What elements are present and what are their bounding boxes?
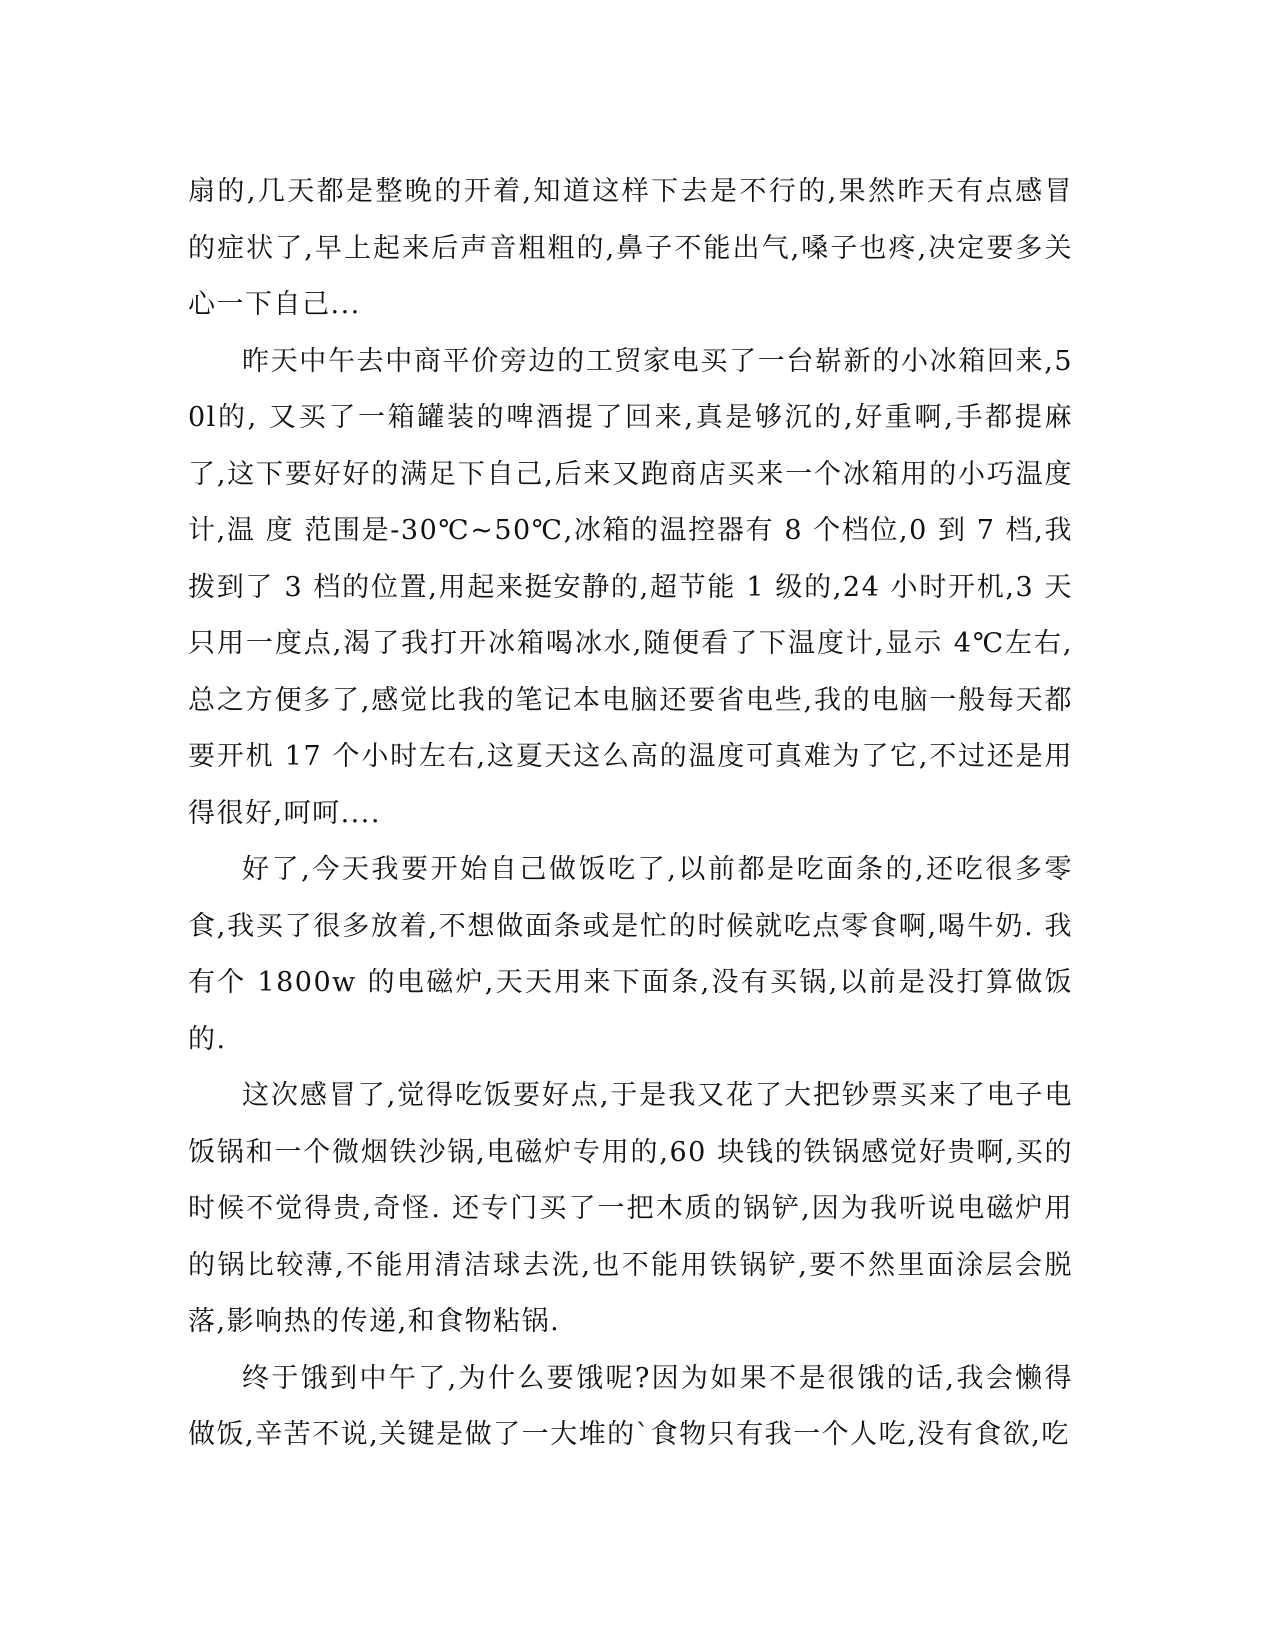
paragraph-4: 这次感冒了,觉得吃饭要好点,于是我又花了大把钞票买来了电子电饭锅和一个微烟铁沙锅,电磁炉专用的,60 块钱的铁锅感觉好贵啊,买的时候不觉得贵,奇怪. 还专门买了一把木质的锅铲,因为我听说电磁炉用的锅比较薄,不能用清洁球去洗,也不能用铁锅铲,要不然里面涂层会脱落,影响热的传递,和食物粘锅. — [188, 1080, 1073, 1337]
paragraph-1: 扇的,几天都是整晚的开着,知道这样下去是不行的,果然昨天有点感冒的症状了,早上起来后声音粗粗的,鼻子不能出气,嗓子也疼,决定要多关心一下自己... — [188, 176, 1073, 320]
paragraph-3: 好了,今天我要开始自己做饭吃了,以前都是吃面条的,还吃很多零食,我买了很多放着,不想做面条或是忙的时候就吃点零食啊,喝牛奶. 我有个 1800w 的电磁炉,天天用来下面条,没有买锅,以前是没打算做饭的. — [188, 854, 1073, 1055]
paragraph-5: 终于饿到中午了,为什么要饿呢?因为如果不是很饿的话,我会懒得做饭,辛苦不说,关键是做了一大堆的`食物只有我一个人吃,没有食欲,吃 — [188, 1362, 1073, 1450]
body-text — [188, 164, 1073, 1464]
paragraph-2: 昨天中午去中商平价旁边的工贸家电买了一台崭新的小冰箱回来,50l的, 又买了一箱罐装的啤酒提了回来,真是够沉的,好重啊,手都提麻了,这下要好好的满足下自己,后来又跑商店买来一个冰箱用的小巧温度计,温 度 范围是-30℃~50℃,冰箱的温控器有 8 个档位,0 到 7 档,我拨到了 3 档的位置,用起来挺安静的,超节能 1 级的,24 小时开机,3 天只用一度点,渴了我打开冰箱喝冰水,随便看了下温度计,显示 4℃左右,总之方便多了,感觉比我的笔记本电脑还要省电些,我的电脑一般每天都要开机 17 个小时左右,这夏天这么高的温度可真难为了它,不过还是用得很好,呵呵.... — [188, 345, 1073, 829]
